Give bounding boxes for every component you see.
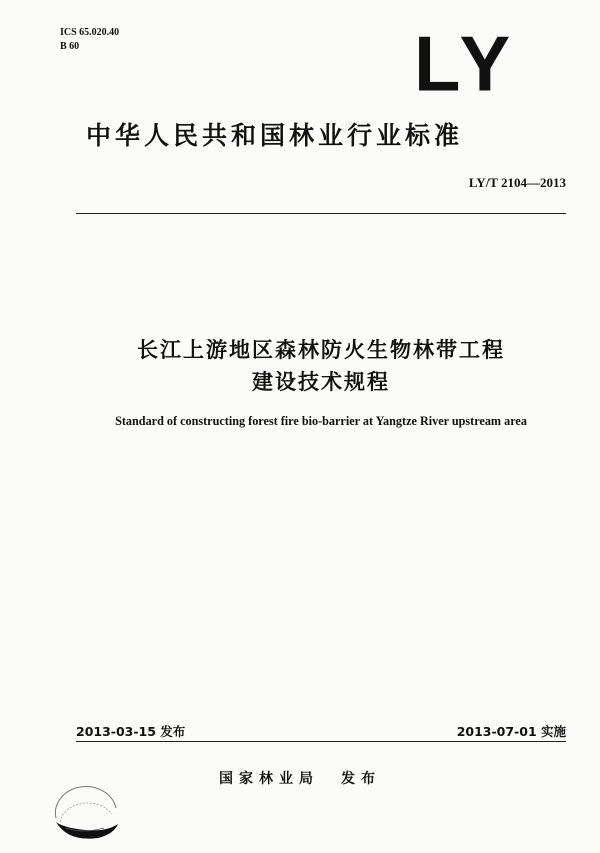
bottom-divider [76,741,566,742]
publisher-org: 国家林业局 [219,771,319,787]
ly-logo: LY [414,21,517,108]
seal-stamp-icon [46,778,126,842]
implementation-date: 2013-07-01 实施 [456,724,566,739]
standard-title-line-2: 建设技术规程 [252,370,390,394]
top-divider [76,213,566,214]
ccs-code: B 60 [60,41,80,52]
publisher-action: 发布 [341,771,381,787]
ics-code: ICS 65.020.40 [60,27,120,38]
standard-number: LY/T 2104—2013 [468,175,566,190]
issue-date: 2013-03-15 发布 [76,724,186,739]
english-title: Standard of constructing forest fire bio-barrier at Yangtze River upstream area [115,414,527,428]
org-title: 中华人民共和国林业行业标准 [86,121,464,150]
standard-title-line-1: 长江上游地区森林防火生物林带工程 [137,338,505,362]
classification-codes [60,26,119,54]
